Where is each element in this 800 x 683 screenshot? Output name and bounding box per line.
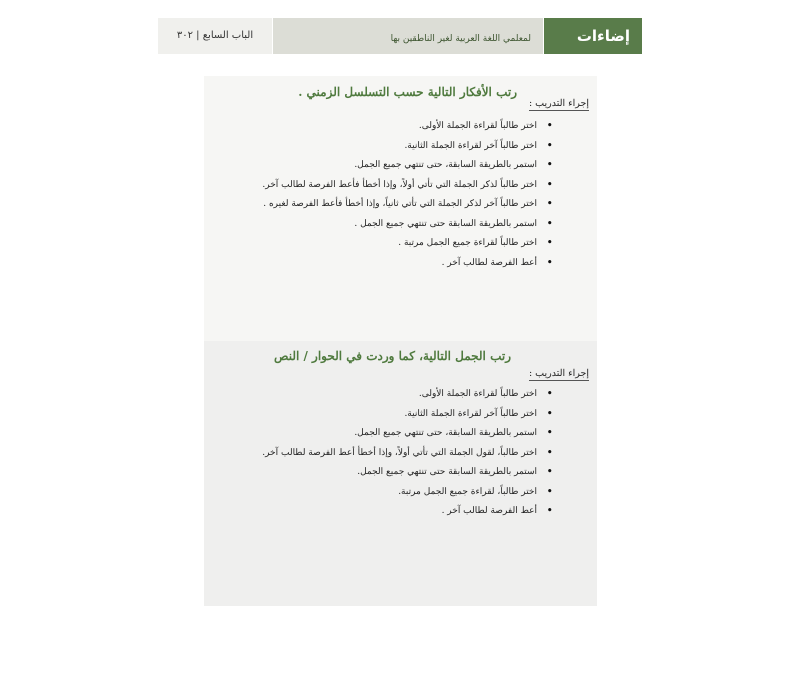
list-item: • اختر طالباً آخر لذكر الجملة التي تأتي ثانياً، وإذا أخطأ فأعط الفرصة لغيره . [262,198,547,218]
list-item: • اختر طالباً لذكر الجملة التي تأتي أولاً، وإذا أخطأ فأعط الفرصة لطالب آخر. [262,179,547,199]
list-item: • اختر طالباً آخر لقراءة الجملة الثانية. [262,140,547,160]
list-item: • استمر بالطريقة السابقة حتى تنتهي جميع الجمل. [262,466,547,486]
list-item: • اختر طالباً، لقول الجملة التي تأتي أولاً، وإذا أخطأ أعط الفرصة لطالب آخر. [262,447,547,467]
list-item: • أعط الفرصة لطالب آخر . [262,505,547,525]
procedure-label: إجراء التدريب : [528,98,589,109]
page-header [158,18,642,54]
exercise-panel-1 [204,76,597,341]
steps-list [262,120,547,276]
list-item: • اختر طالباً لقراءة جميع الجمل مرتبة . [262,237,547,257]
book-title: إضاءات [544,18,642,54]
list-item: • اختر طالباً، لقراءة جميع الجمل مرتبة. [262,486,547,506]
list-item: • اختر طالباً لقراءة الجملة الأولى. [262,120,547,140]
list-item: • استمر بالطريقة السابقة، حتى تنتهي جميع الجمل. [262,159,547,179]
chapter-page-number: الباب السابع | ٣٠٢ [158,18,272,54]
list-item: • اختر طالباً آخر لقراءة الجملة الثانية. [262,408,547,428]
list-item: • استمر بالطريقة السابقة، حتى تنتهي جميع الجمل. [262,427,547,447]
list-item: • أعط الفرصة لطالب آخر . [262,257,547,277]
procedure-label: إجراء التدريب : [528,368,589,379]
exercise-panel-2 [204,341,597,606]
steps-list [262,388,547,525]
list-item: • استمر بالطريقة السابقة حتى تنتهي جميع الجمل . [262,218,547,238]
exercise-title: رتب الأفكار التالية حسب التسلسل الزمني . [298,85,517,99]
list-item: • اختر طالباً لقراءة الجملة الأولى. [262,388,547,408]
book-subtitle: لمعلمي اللغة العربية لغير الناطقين بها [273,18,543,54]
exercise-title: رتب الجمل التالية، كما وردت في الحوار / النص [274,349,511,363]
